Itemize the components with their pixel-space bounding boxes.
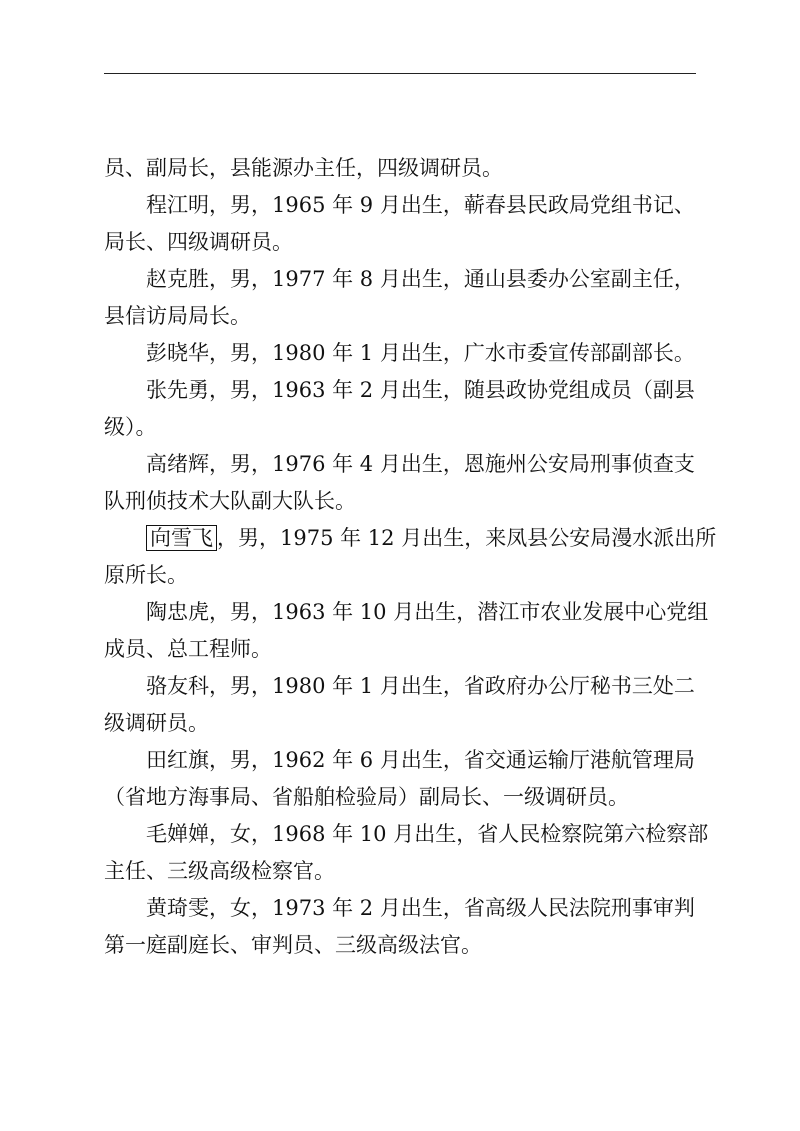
text-line: 毛婵婵，女，1968 年 10 月出生，省人民检察院第六检察部 (146, 822, 709, 846)
paragraph (104, 520, 717, 594)
text-line: 成员、总工程师。 (104, 637, 272, 661)
text-line: 级调研员。 (104, 711, 209, 735)
paragraph (104, 890, 704, 964)
text-line: 彭晓华，男，1980 年 1 月出生，广水市委宣传部副部长。 (146, 341, 695, 365)
text-line: 陶忠虎，男，1963 年 10 月出生，潜江市农业发展中心党组 (146, 600, 709, 624)
text-line: 赵克胜，男，1977 年 8 月出生，通山县委办公室副主任， (146, 267, 695, 291)
paragraph (104, 261, 704, 335)
paragraph (104, 335, 704, 372)
text-line: 黄琦雯，女，1973 年 2 月出生，省高级人民法院刑事审判 (146, 896, 695, 920)
boxed-name: 向雪飞 (146, 525, 217, 551)
paragraph (104, 446, 704, 520)
text-line: 张先勇，男，1963 年 2 月出生，随县政协党组成员（副县 (146, 378, 695, 402)
text-line: 原所长。 (104, 563, 188, 587)
text-line: 程江明，男，1965 年 9 月出生，蕲春县民政局党组书记、 (146, 193, 695, 217)
text-line (104, 520, 717, 557)
text-line: 级）。 (104, 415, 157, 439)
text-line: 局长、四级调研员。 (104, 230, 293, 254)
text-line: 骆友科，男，1980 年 1 月出生，省政府办公厅秘书三处二 (146, 674, 695, 698)
text-line: 员、副局长，县能源办主任，四级调研员。 (104, 156, 503, 180)
paragraph (104, 150, 704, 187)
document-body (104, 150, 717, 964)
paragraph (104, 816, 709, 890)
text-line: 队刑侦技术大队副大队长。 (104, 489, 356, 513)
text-segment: ，男，1975 年 12 月出生，来凤县公安局漫水派出所 (217, 526, 717, 550)
text-line: 县信访局局长。 (104, 304, 251, 328)
text-line: 高绪辉，男，1976 年 4 月出生，恩施州公安局刑事侦查支 (146, 452, 695, 476)
header-rule (104, 73, 696, 74)
paragraph (104, 742, 704, 816)
paragraph (104, 594, 709, 668)
text-line: 田红旗，男，1962 年 6 月出生，省交通运输厅港航管理局 (146, 748, 695, 772)
paragraph (104, 372, 704, 446)
text-line: 第一庭副庭长、审判员、三级高级法官。 (104, 933, 482, 957)
text-line: 主任、三级高级检察官。 (104, 859, 335, 883)
paragraph (104, 668, 704, 742)
paragraph (104, 187, 704, 261)
text-line: （省地方海事局、省船舶检验局）副局长、一级调研员。 (104, 785, 629, 809)
